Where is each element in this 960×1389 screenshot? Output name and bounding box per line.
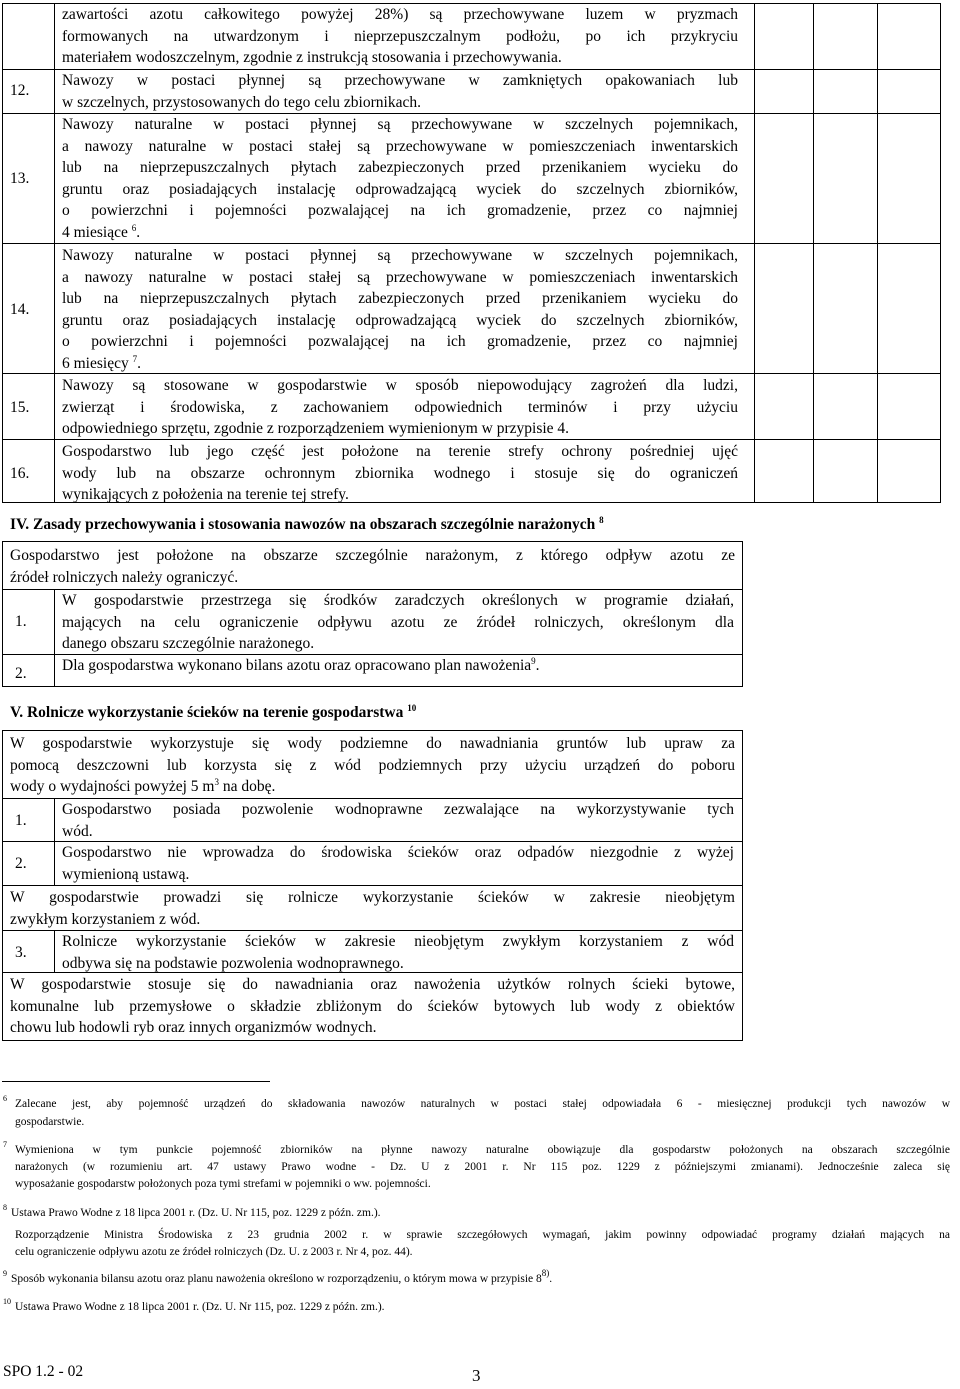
table-cell-line: wynikających z położenia na terenie tej strefy.	[62, 486, 349, 503]
table-cell-line: lub na nieprzepuszczalnych płytach zabezpieczonych przed przenikaniem wycieku do	[62, 159, 738, 176]
item-number: 3.	[15, 944, 27, 961]
footnote-line: Sposób wykonania bilansu azotu oraz planu nawożenia określono w rozporządzeniu, o którym mowa w przypisie 8$^{8)}$.	[11, 1268, 553, 1285]
footnote-line: wyposażanie gospodarstw położonych poza tymi strefami w pojemniki o ww. pojemności.	[15, 1178, 431, 1190]
row-number: 16.	[10, 465, 30, 482]
footnote-number: 7	[3, 1140, 7, 1149]
document-code: SPO 1.2 - 02	[3, 1363, 84, 1380]
table-cell-line: Nawozy są stosowane w gospodarstwie w sposób niepowodujący zagrożeń dla ludzi,	[62, 377, 738, 394]
footnote-number: 6	[3, 1094, 7, 1103]
section-v-intro-line: W gospodarstwie wykorzystuje się wody podziemne do nawadniania gruntów lub upraw za	[10, 735, 735, 752]
row-number: 14.	[10, 301, 30, 318]
item-line: W gospodarstwie przestrzega się środków zaradczych określonych w programie działań,	[62, 592, 734, 609]
footnote-line: Zalecane jest, aby pojemność urządzeń do składowania nawozów naturalnych w postaci stałej odpowiadała 6 - miesięcznej produkcji tych nawozów w	[15, 1098, 950, 1110]
item-line: mających na celu ograniczenie odpływu azotu ze źródeł rolniczych, określonym dla	[62, 613, 734, 631]
table-cell-line: zwierząt i środowiska, z zachowaniem odpowiednich terminów i przy użyciu	[62, 398, 738, 416]
table-cell-line: a nawozy naturalne w postaci stałej są przechowywane w pomieszczeniach inwentarskich	[62, 137, 738, 155]
footnote-ref: 6	[131, 222, 137, 233]
footnote-ref: 7	[132, 353, 138, 364]
table-cell-line: formowanych na utwardzonym i nieprzepuszczalnym podłożu, po ich przykryciu	[62, 27, 738, 45]
footnote-line: celu ograniczenie odpływu azotu ze źródeł rolniczych (Dz. U. z 2003 r. Nr 4, poz. 44).	[15, 1246, 413, 1258]
section-iv-heading: IV. Zasady przechowywania i stosowania nawozów na obszarach szczególnie narażonych $^8$	[10, 515, 604, 533]
item-number: 1.	[15, 613, 27, 630]
table-cell-line: a nawozy naturalne w postaci stałej są przechowywane w pomieszczeniach inwentarskich	[62, 268, 738, 286]
section-iv-intro-line: Gospodarstwo jest położone na obszarze szczególnie narażonym, z którego odpływ azotu ze	[10, 547, 735, 564]
table-cell-line: gruntu oraz posiadających instalację odprowadzającą wyciek do szczelnych zbiorników,	[62, 180, 738, 198]
item-line: Dla gospodarstwa wykonano bilans azotu oraz opracowano plan nawożenia$^9$.	[62, 656, 540, 674]
item-line: Gospodarstwo nie wprowadza do środowiska ścieków oraz odpadów niezgodnie z wyżej	[62, 844, 734, 861]
table-cell-line: o powierzchni i pojemności pozwalającej na ich gromadzenie, przez co najmniej	[62, 333, 738, 350]
table-cell-line: 4 miesiące $^6$.	[62, 222, 141, 241]
footnote-ref: 9	[531, 656, 536, 666]
footnote-line: gospodarstwie.	[15, 1116, 85, 1128]
section-v-heading: V. Rolnicze wykorzystanie ścieków na terenie gospodarstwa $^{10}$	[10, 703, 417, 721]
table-cell-line: odpowiedniego sprzętu, zgodnie z rozporządzeniem wymienionym w przypisie 4.	[62, 420, 570, 437]
section-v-middle-line: zwykłym korzystaniem z wód.	[10, 910, 201, 928]
footnote-line: Wymieniona w tym punkcie pojemność zbiorników na płynne nawozy naturalne obowiązuje dla gospodarstw położonych na obszarach szczególnie	[15, 1144, 950, 1156]
footnote-separator	[2, 1081, 270, 1082]
table-cell-line: Nawozy naturalne w postaci płynnej są przechowywane w szczelnych pojemnikach,	[62, 247, 738, 264]
section-v-middle-line: W gospodarstwie prowadzi się rolnicze wykorzystanie ścieków w zakresie nieobjętym	[10, 889, 735, 906]
page-number: 3	[472, 1366, 481, 1385]
item-number: 2.	[15, 665, 27, 682]
item-line: danego obszaru szczególnie narażonego.	[62, 635, 315, 652]
footnote-number: 8	[3, 1203, 7, 1212]
table-cell-line: Gospodarstwo lub jego część jest położone na terenie strefy ochrony pośredniej ujęć	[62, 443, 738, 460]
table-cell-line: zawartości azotu całkowitego powyżej 28%) są przechowywane luzem w pryzmach	[62, 6, 738, 23]
item-number: 1.	[15, 812, 27, 829]
footnote-number: 9	[3, 1269, 7, 1278]
item-number: 2.	[15, 855, 27, 872]
item-line: wód.	[62, 822, 93, 840]
table-cell-line: o powierzchni i pojemności pozwalającej na ich gromadzenie, przez co najmniej	[62, 202, 738, 219]
item-line: Rolnicze wykorzystanie ścieków w zakresie nieobjętym zwykłym korzystaniem z wód	[62, 933, 734, 950]
footnote-line: Rozporządzenie Ministra Środowiska z 23 grudnia 2002 r. w sprawie szczegółowych wymagań, jakim powinny odpowiadać programy działań mających na	[15, 1229, 950, 1241]
section-v-closing-line: W gospodarstwie stosuje się do nawadniania oraz nawożenia użytków rolnych ścieki bytowe,	[10, 976, 735, 993]
table-cell-line: 6 miesięcy $^7$.	[62, 353, 141, 372]
row-number: 15.	[10, 399, 30, 416]
footnote-number: 10	[3, 1297, 11, 1306]
table-cell-line: gruntu oraz posiadających instalację odprowadzającą wyciek do szczelnych zbiorników,	[62, 311, 738, 329]
table-cell-line: wody lub na obszarze ochronnym zbiornika wodnego i stosuje się do ograniczeń	[62, 464, 738, 482]
table-cell-line: materiałem wodoszczelnym, zgodnie z instrukcją stosowania i przechowywania.	[62, 49, 562, 66]
table-cell-line: lub na nieprzepuszczalnych płytach zabezpieczonych przed przenikaniem wycieku do	[62, 290, 738, 307]
table-cell-line: Nawozy naturalne w postaci płynnej są przechowywane w szczelnych pojemnikach,	[62, 116, 738, 133]
footnote-line: Ustawa Prawo Wodne z 18 lipca 2001 r. (Dz. U. Nr 115, poz. 1229 z późn. zm.).	[15, 1301, 385, 1313]
section-v-closing-line: chowu lub hodowli ryb oraz innych organizmów wodnych.	[10, 1019, 377, 1036]
section-iv-intro-line: źródeł rolniczych należy ograniczyć.	[10, 568, 239, 586]
section-v-intro-line: pomocą deszczowni lub korzysta się z wód podziemnych przy użyciu urządzeń do poboru	[10, 756, 735, 774]
table-cell-line: w szczelnych, przystosowanych do tego celu zbiornikach.	[62, 93, 421, 111]
footnote-line: narażonych (w rozumieniu art. 47 ustawy Prawo wodne - Dz. U z 2001 r. Nr 115 poz. 1229 z późniejszymi zmianami). Jednocześnie zaleca się	[15, 1161, 950, 1173]
section-v-intro-line: wody o wydajności powyżej 5 $m^3$ na dobę.	[10, 777, 276, 795]
table-cell-line: Nawozy w postaci płynnej są przechowywane w zamkniętych opakowaniach lub	[62, 72, 738, 89]
section-v-closing-line: komunalne lub przemysłowe o składzie zbliżonym do ścieków bytowych lub wody z obiektów	[10, 997, 735, 1015]
item-line: odbywa się na podstawie pozwolenia wodnoprawnego.	[62, 954, 404, 972]
item-line: wymienioną ustawą.	[62, 865, 190, 883]
row-number: 13.	[10, 170, 30, 187]
row-number: 12.	[10, 82, 30, 99]
footnote-line: Ustawa Prawo Wodne z 18 lipca 2001 r. (Dz. U. Nr 115, poz. 1229 z późn. zm.).	[11, 1207, 381, 1219]
item-line: Gospodarstwo posiada pozwolenie wodnoprawne zezwalające na wykorzystywanie tych	[62, 801, 734, 818]
